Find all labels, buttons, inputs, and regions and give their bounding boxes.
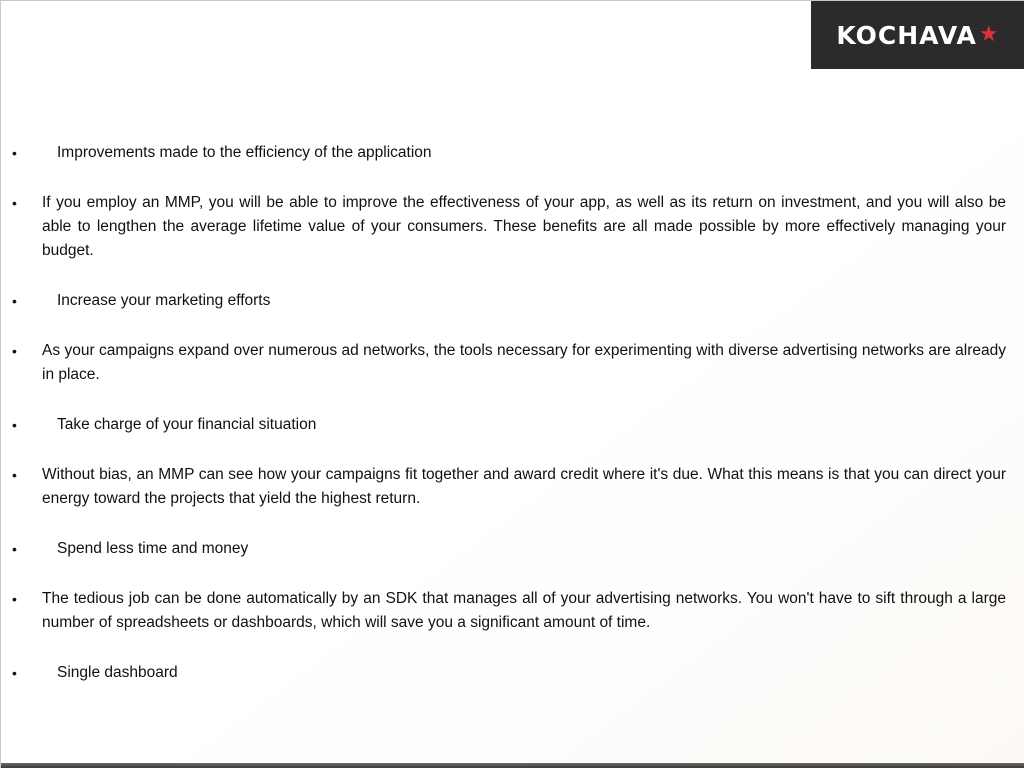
bullet-text: Spend less time and money xyxy=(57,540,249,557)
bullet-icon: • xyxy=(12,541,17,557)
logo-text: KOCHAVA xyxy=(836,20,977,50)
bullet-text: Without bias, an MMP can see how your campaigns fit together and award credit where it's due. What this means is that you can direct your energy toward the projects that yield the highest return. xyxy=(42,466,1006,507)
bullet-paragraph xyxy=(1,339,1024,387)
bullet-heading xyxy=(1,289,1024,313)
bullet-icon: • xyxy=(12,665,17,681)
kochava-logo xyxy=(811,1,1024,69)
bullet-icon: • xyxy=(12,417,17,433)
bullet-icon: • xyxy=(12,591,17,607)
bullet-heading xyxy=(1,661,1024,685)
bullet-text: Take charge of your financial situation xyxy=(57,416,317,433)
bullet-text: Improvements made to the efficiency of the application xyxy=(57,144,432,161)
bullet-text: The tedious job can be done automatically by an SDK that manages all of your advertising networks. You won't have to sift through a large number of spreadsheets or dashboards, which will save you a significant amount of time. xyxy=(42,590,1006,631)
bullet-text: If you employ an MMP, you will be able to improve the effectiveness of your app, as well as its return on investment, and you will also be able to lengthen the average lifetime value of your consumers. These benefits are all made possible by more effectively managing your budget. xyxy=(42,194,1006,259)
bullet-paragraph xyxy=(1,587,1024,635)
bullet-heading xyxy=(1,537,1024,561)
bullet-text: As your campaigns expand over numerous ad networks, the tools necessary for experimenting with diverse advertising networks are already in place. xyxy=(42,342,1006,383)
bullet-text: Single dashboard xyxy=(57,664,178,681)
bottom-border xyxy=(1,763,1024,768)
star-icon: ★ xyxy=(978,21,999,46)
bullet-icon: • xyxy=(12,467,17,483)
bullet-heading xyxy=(1,413,1024,437)
bullet-list xyxy=(1,141,1024,711)
bullet-paragraph xyxy=(1,463,1024,511)
bullet-text: Increase your marketing efforts xyxy=(57,292,271,309)
bullet-icon: • xyxy=(12,343,17,359)
bullet-paragraph xyxy=(1,191,1024,263)
bullet-icon: • xyxy=(12,145,17,161)
bullet-heading xyxy=(1,141,1024,165)
bullet-icon: • xyxy=(12,195,17,211)
bullet-icon: • xyxy=(12,293,17,309)
